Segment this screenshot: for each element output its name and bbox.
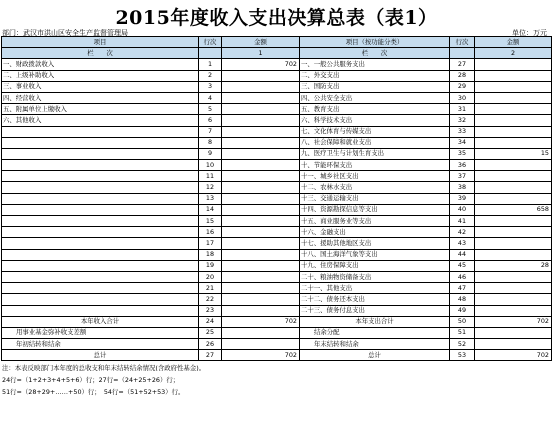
left-lineno-cell: 27: [199, 350, 222, 361]
table-row: [2, 238, 552, 249]
left-lineno-cell: 24: [199, 316, 222, 327]
left-lineno-cell: 15: [199, 216, 222, 227]
left-item-cell: [2, 160, 199, 171]
right-lineno-cell: 32: [450, 115, 475, 126]
right-lineno-cell: 51: [450, 327, 475, 338]
table-row: [2, 294, 552, 305]
right-item-cell: 十六、金融支出: [300, 227, 450, 238]
table-row: [2, 327, 552, 338]
left-lineno-cell: 22: [199, 294, 222, 305]
right-item-cell: 年末结转和结余: [300, 339, 450, 350]
right-item-cell: 结余分配: [300, 327, 450, 338]
table-row: [2, 216, 552, 227]
left-lineno-cell: 19: [199, 260, 222, 271]
right-amount-cell: [475, 171, 552, 182]
right-item-cell: 八、社会保障和就业支出: [300, 137, 450, 148]
table-row: [2, 104, 552, 115]
right-item-cell: 十五、商业服务业等支出: [300, 216, 450, 227]
left-amount-cell: [222, 327, 300, 338]
left-lineno-cell: 7: [199, 126, 222, 137]
unit-label: 单位：万元: [512, 29, 547, 37]
right-lineno-cell: 42: [450, 227, 475, 238]
left-item-cell: 四、经营收入: [2, 92, 199, 103]
left-item-cell: [2, 204, 199, 215]
left-item-cell: [2, 305, 199, 316]
right-item-cell: 五、教育支出: [300, 104, 450, 115]
left-lineno-cell: 17: [199, 238, 222, 249]
right-lineno-cell: 33: [450, 126, 475, 137]
left-amount-cell: [222, 227, 300, 238]
left-lineno-cell: 12: [199, 182, 222, 193]
table-row: [2, 115, 552, 126]
footnote: 24行=（1+2+3+4+5+6）行；27行=（24+25+26）行；: [2, 376, 180, 384]
left-item-cell: 三、事业收入: [2, 81, 199, 92]
right-lineno-cell: 36: [450, 160, 475, 171]
left-amount-cell: 702: [222, 59, 300, 70]
left-item-cell: 本年收入合计: [2, 316, 199, 327]
right-item-cell: 二十、粮油物资储备支出: [300, 271, 450, 282]
right-amount-cell: [475, 160, 552, 171]
left-item-cell: 五、附属单位上缴收入: [2, 104, 199, 115]
table-row: [2, 59, 552, 70]
right-lineno-cell: 41: [450, 216, 475, 227]
left-item-cell: [2, 227, 199, 238]
table-row: [2, 137, 552, 148]
footnote: 51行=（28+29+……+50）行； 54行=（51+52+53）行。: [2, 388, 185, 396]
left-lineno-cell: 3: [199, 81, 222, 92]
right-amount-cell: 658: [475, 204, 552, 215]
right-amount-cell: 28: [475, 260, 552, 271]
left-amount-cell: [222, 193, 300, 204]
header-right-lineno: 行次: [450, 37, 475, 48]
left-item-cell: [2, 137, 199, 148]
right-amount-cell: [475, 137, 552, 148]
table-row: [2, 260, 552, 271]
left-lineno-cell: 21: [199, 283, 222, 294]
page-title: 2015年度收入支出决算总表（表1）: [115, 7, 438, 29]
right-item-cell: 四、公共安全支出: [300, 92, 450, 103]
right-lineno-cell: 44: [450, 249, 475, 260]
right-lineno-cell: 43: [450, 238, 475, 249]
left-amount-cell: [222, 294, 300, 305]
left-lineno-cell: 16: [199, 227, 222, 238]
left-item-cell: 一、财政拨款收入: [2, 59, 199, 70]
right-item-cell: 十二、农林水支出: [300, 182, 450, 193]
right-amount-cell: [475, 271, 552, 282]
left-item-cell: 二、上级补助收入: [2, 70, 199, 81]
left-lineno-cell: 20: [199, 271, 222, 282]
right-amount-cell: [475, 126, 552, 137]
right-item-cell: 十九、住房保障支出: [300, 260, 450, 271]
left-amount-cell: 702: [222, 350, 300, 361]
right-lineno-cell: 46: [450, 271, 475, 282]
left-item-cell: [2, 260, 199, 271]
right-item-cell: 一、一般公共服务支出: [300, 59, 450, 70]
left-amount-cell: [222, 271, 300, 282]
left-item-cell: [2, 126, 199, 137]
left-lineno-cell: 14: [199, 204, 222, 215]
table-row: [2, 249, 552, 260]
left-item-cell: [2, 249, 199, 260]
left-amount-cell: [222, 126, 300, 137]
left-amount-cell: [222, 204, 300, 215]
left-amount-cell: [222, 260, 300, 271]
left-lineno-cell: 11: [199, 171, 222, 182]
left-lineno-cell: 6: [199, 115, 222, 126]
right-amount-cell: [475, 327, 552, 338]
right-lineno-cell: 47: [450, 283, 475, 294]
right-item-cell: 二十一、其他支出: [300, 283, 450, 294]
right-lineno-cell: 53: [450, 350, 475, 361]
right-amount-cell: [475, 193, 552, 204]
left-lineno-cell: 5: [199, 104, 222, 115]
left-amount-cell: [222, 283, 300, 294]
left-item-cell: [2, 148, 199, 159]
left-lineno-cell: 26: [199, 339, 222, 350]
right-lineno-cell: 35: [450, 148, 475, 159]
table-row: [2, 182, 552, 193]
table-row: [2, 81, 552, 92]
right-amount-cell: 15: [475, 148, 552, 159]
col-label-right: 栏 次: [300, 48, 450, 59]
right-item-cell: 六、科学技术支出: [300, 115, 450, 126]
left-lineno-cell: 2: [199, 70, 222, 81]
right-lineno-cell: 37: [450, 171, 475, 182]
table-row: [2, 126, 552, 137]
left-lineno-cell: 23: [199, 305, 222, 316]
right-lineno-cell: 31: [450, 104, 475, 115]
right-amount-cell: [475, 294, 552, 305]
right-item-cell: 十四、资源勘探信息等支出: [300, 204, 450, 215]
right-item-cell: 二十二、债务还本支出: [300, 294, 450, 305]
right-item-cell: 十一、城乡社区支出: [300, 171, 450, 182]
table-row: [2, 283, 552, 294]
left-amount-cell: [222, 137, 300, 148]
left-item-cell: 用事业基金弥补收支差额: [2, 327, 199, 338]
right-amount-cell: [475, 115, 552, 126]
right-amount-cell: [475, 249, 552, 260]
right-amount-cell: 702: [475, 350, 552, 361]
table-row: [2, 148, 552, 159]
header-left-amount: 金额: [222, 37, 300, 48]
left-item-cell: [2, 193, 199, 204]
left-amount-cell: [222, 115, 300, 126]
table-row: [2, 316, 552, 327]
left-lineno-cell: 4: [199, 92, 222, 103]
right-amount-cell: [475, 339, 552, 350]
right-lineno-cell: 49: [450, 305, 475, 316]
left-item-cell: 六、其他收入: [2, 115, 199, 126]
header-left-lineno: 行次: [199, 37, 222, 48]
right-lineno-cell: 30: [450, 92, 475, 103]
left-amount-cell: [222, 70, 300, 81]
header-right-item: 项目（按功能分类）: [300, 37, 450, 48]
right-amount-cell: [475, 227, 552, 238]
left-lineno-cell: 25: [199, 327, 222, 338]
left-item-cell: [2, 238, 199, 249]
right-lineno-cell: 38: [450, 182, 475, 193]
header-left-item: 项目: [2, 37, 199, 48]
right-lineno-cell: 50: [450, 316, 475, 327]
right-item-cell: 十三、交通运输支出: [300, 193, 450, 204]
left-amount-cell: [222, 92, 300, 103]
left-item-cell: 年初结转和结余: [2, 339, 199, 350]
left-amount-cell: [222, 81, 300, 92]
right-amount-cell: 702: [475, 316, 552, 327]
left-item-cell: [2, 182, 199, 193]
left-item-cell: [2, 271, 199, 282]
table-row: [2, 271, 552, 282]
right-lineno-cell: 27: [450, 59, 475, 70]
left-amount-cell: [222, 238, 300, 249]
table-row: [2, 92, 552, 103]
right-amount-cell: [475, 81, 552, 92]
budget-summary-table: [1, 36, 552, 361]
left-lineno-cell: 18: [199, 249, 222, 260]
right-item-cell: 本年支出合计: [300, 316, 450, 327]
left-amount-cell: [222, 216, 300, 227]
table-row: [2, 171, 552, 182]
right-lineno-cell: 34: [450, 137, 475, 148]
left-lineno-cell: 1: [199, 59, 222, 70]
left-amount-cell: [222, 104, 300, 115]
right-lineno-cell: 48: [450, 294, 475, 305]
table-row: [2, 339, 552, 350]
right-lineno-cell: 40: [450, 204, 475, 215]
table-row: [2, 305, 552, 316]
right-amount-cell: [475, 92, 552, 103]
right-lineno-cell: 29: [450, 81, 475, 92]
right-amount-cell: [475, 104, 552, 115]
right-item-cell: 三、国防支出: [300, 81, 450, 92]
right-item-cell: 九、医疗卫生与计划生育支出: [300, 148, 450, 159]
right-lineno-cell: 39: [450, 193, 475, 204]
right-item-cell: 十八、国土海洋气象等支出: [300, 249, 450, 260]
table-row: [2, 350, 552, 361]
left-item-cell: [2, 283, 199, 294]
right-amount-cell: [475, 70, 552, 81]
left-amount-cell: [222, 339, 300, 350]
left-item-cell: [2, 171, 199, 182]
col-label-left: 栏 次: [2, 48, 199, 59]
header-right-amount: 金额: [475, 37, 552, 48]
right-amount-cell: [475, 59, 552, 70]
right-lineno-cell: 52: [450, 339, 475, 350]
left-lineno-cell: 9: [199, 148, 222, 159]
left-amount-cell: [222, 160, 300, 171]
left-lineno-cell: 8: [199, 137, 222, 148]
right-amount-cell: [475, 182, 552, 193]
right-amount-cell: [475, 283, 552, 294]
left-lineno-cell: 13: [199, 193, 222, 204]
table-row: [2, 193, 552, 204]
col-no-right: 2: [475, 48, 552, 59]
footnote: 注：本表反映部门本年度的总收支和年末结转结余情况(含政府性基金)。: [2, 364, 206, 372]
right-item-cell: 二十三、债务付息支出: [300, 305, 450, 316]
column-number-row: [2, 48, 552, 59]
right-item-cell: 十七、援助其他地区支出: [300, 238, 450, 249]
left-item-cell: 总计: [2, 350, 199, 361]
right-amount-cell: [475, 305, 552, 316]
right-amount-cell: [475, 216, 552, 227]
table-row: [2, 70, 552, 81]
left-lineno-cell: 10: [199, 160, 222, 171]
right-lineno-cell: 45: [450, 260, 475, 271]
table-row: [2, 227, 552, 238]
department-label: 部门：武汉市洪山区安全生产监督管理局: [2, 29, 128, 37]
left-item-cell: [2, 294, 199, 305]
left-amount-cell: [222, 249, 300, 260]
right-lineno-cell: 28: [450, 70, 475, 81]
left-amount-cell: [222, 182, 300, 193]
table-row: [2, 204, 552, 215]
right-amount-cell: [475, 238, 552, 249]
left-amount-cell: [222, 171, 300, 182]
right-item-cell: 二、外交支出: [300, 70, 450, 81]
left-amount-cell: [222, 305, 300, 316]
right-item-cell: 七、文化体育与传媒支出: [300, 126, 450, 137]
left-amount-cell: 702: [222, 316, 300, 327]
col-no-left: 1: [222, 48, 300, 59]
table-row: [2, 160, 552, 171]
left-amount-cell: [222, 148, 300, 159]
right-item-cell: 总计: [300, 350, 450, 361]
right-item-cell: 十、节能环保支出: [300, 160, 450, 171]
left-item-cell: [2, 216, 199, 227]
header-row: [2, 37, 552, 48]
